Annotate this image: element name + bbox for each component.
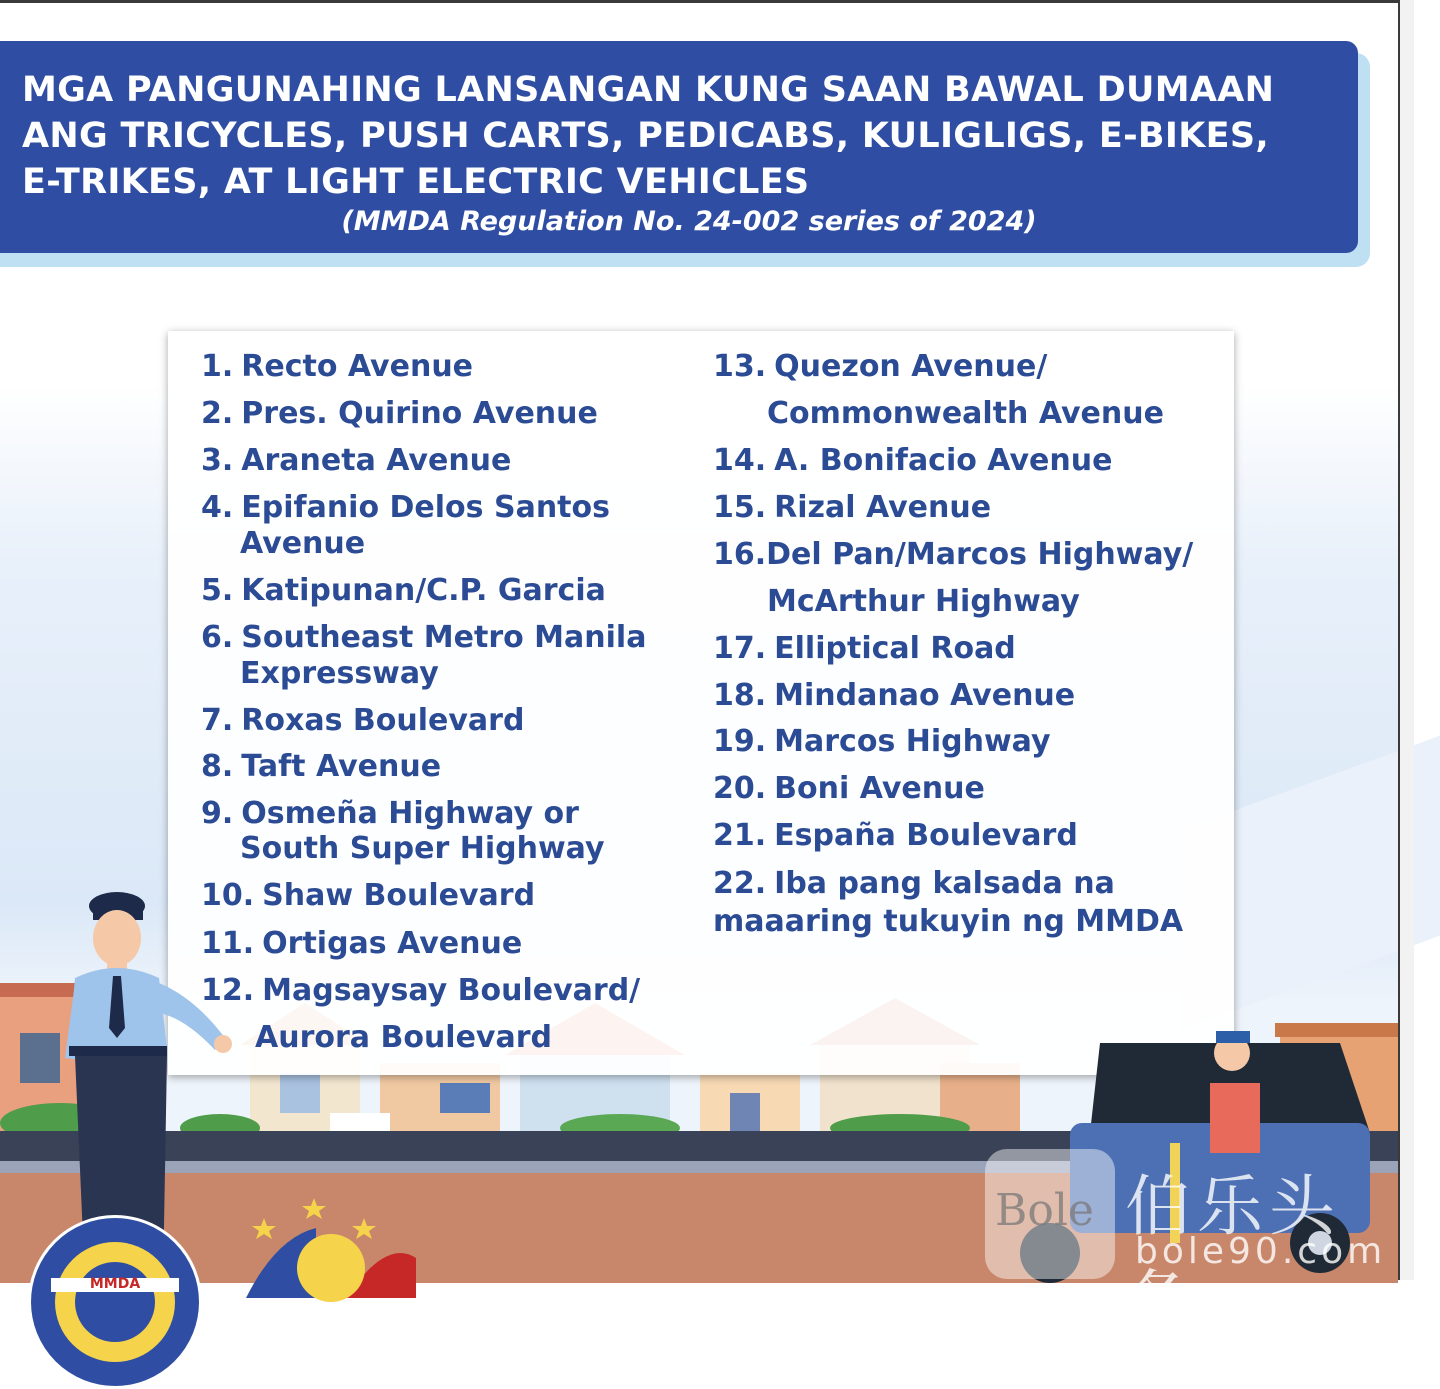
road-number: 1. — [201, 349, 234, 384]
road-list-item — [713, 771, 985, 807]
road-number: 7. — [201, 703, 234, 738]
watermark-brand: Bole — [995, 1185, 1094, 1236]
road-list-item — [713, 537, 1193, 573]
watermark-domain: bole90.com — [1135, 1231, 1387, 1272]
road-list-item — [713, 443, 1112, 479]
road-name: Shaw Boulevard — [262, 878, 536, 913]
road-number: 4. — [201, 490, 234, 525]
title-line: E-TRIKES, AT LIGHT ELECTRIC VEHICLES — [22, 162, 810, 202]
road-name: Araneta Avenue — [241, 443, 512, 478]
road-number: 17. — [713, 631, 767, 666]
road-list-item — [201, 349, 473, 385]
road-number: 19. — [713, 724, 767, 759]
road-number: 11. — [201, 926, 255, 961]
road-number: 16. — [713, 537, 767, 572]
road-list-item — [713, 490, 991, 526]
road-number: 3. — [201, 443, 234, 478]
road-name: Marcos Highway — [774, 724, 1051, 759]
road-number: 20. — [713, 771, 767, 806]
road-name: Pres. Quirino Avenue — [241, 396, 598, 431]
road-number: 18. — [713, 678, 767, 713]
road-number: 8. — [201, 749, 234, 784]
road-number: 14. — [713, 443, 767, 478]
road-list-item — [201, 620, 646, 656]
road-name: Ortigas Avenue — [262, 926, 523, 961]
road-name: Recto Avenue — [241, 349, 474, 384]
road-list-item — [201, 796, 579, 832]
road-list-item — [201, 749, 441, 785]
road-name: Taft Avenue — [241, 749, 442, 784]
road-number: 13. — [713, 349, 767, 384]
mmda-poster — [0, 3, 1398, 1340]
road-name: Del Pan/Marcos Highway/ — [766, 537, 1194, 572]
road-list-item — [201, 396, 598, 432]
road-list-item — [713, 678, 1075, 714]
road-name: Iba pang kalsada na — [774, 866, 1115, 901]
road-name: Southeast Metro Manila — [241, 620, 647, 655]
road-number: 15. — [713, 490, 767, 525]
road-name-continuation: McArthur Highway — [767, 584, 1080, 619]
philippine-sun-logo — [236, 1198, 426, 1298]
road-name: España Boulevard — [774, 818, 1078, 853]
regulation-subtitle: (MMDA Regulation No. 24-002 series of 2024) — [341, 206, 1037, 237]
road-name-continuation: maaaring tukuyin ng MMDA — [713, 904, 1184, 939]
road-name-continuation: Aurora Boulevard — [255, 1020, 552, 1055]
watermark-chinese: 伯乐头条 — [1125, 1168, 1341, 1340]
road-list-item — [713, 818, 1078, 854]
page-title — [22, 67, 1342, 205]
road-number: 6. — [201, 620, 234, 655]
road-list-item — [713, 724, 1051, 760]
road-name-continuation: South Super Highway — [240, 831, 605, 866]
road-name: Magsaysay Boulevard/ — [262, 973, 641, 1008]
road-list-item — [713, 631, 1016, 667]
road-name: Boni Avenue — [774, 771, 985, 806]
road-name: Quezon Avenue/ — [774, 349, 1048, 384]
title-line: MGA PANGUNAHING LANSANGAN KUNG SAAN BAWAL DUMAAN — [22, 70, 1275, 110]
road-list-item — [713, 349, 1047, 385]
road-number: 12. — [201, 973, 255, 1008]
road-list-item — [201, 573, 606, 609]
road-name: Rizal Avenue — [774, 490, 992, 525]
road-name-continuation: Avenue — [240, 526, 366, 561]
road-list-item — [201, 443, 511, 479]
road-name-continuation: Expressway — [240, 656, 439, 691]
title-line: ANG TRICYCLES, PUSH CARTS, PEDICABS, KULIGLIGS, E-BIKES, — [22, 116, 1269, 156]
road-list-item — [201, 973, 640, 1009]
road-number: 2. — [201, 396, 234, 431]
road-name: Elliptical Road — [774, 631, 1016, 666]
road-name: Katipunan/C.P. Garcia — [241, 573, 606, 608]
road-name: Osmeña Highway or — [241, 796, 579, 831]
road-list-item — [201, 490, 610, 526]
road-number: 22. — [713, 866, 767, 901]
road-list-item — [201, 703, 524, 739]
road-name-continuation: Commonwealth Avenue — [767, 396, 1164, 431]
mmda-logo — [28, 1215, 202, 1389]
title-banner — [0, 41, 1358, 253]
road-number: 21. — [713, 818, 767, 853]
road-number: 5. — [201, 573, 234, 608]
right-edge-strip — [1398, 0, 1414, 1280]
road-list-item — [713, 866, 1115, 902]
road-name: Roxas Boulevard — [241, 703, 525, 738]
road-number: 10. — [201, 878, 255, 913]
road-name: Mindanao Avenue — [774, 678, 1076, 713]
road-number: 9. — [201, 796, 234, 831]
logo-caption: MMDA — [89, 1276, 141, 1292]
watermark — [985, 1143, 1405, 1340]
road-name: A. Bonifacio Avenue — [774, 443, 1113, 478]
road-list-card — [168, 331, 1234, 1075]
road-name: Epifanio Delos Santos — [241, 490, 610, 525]
